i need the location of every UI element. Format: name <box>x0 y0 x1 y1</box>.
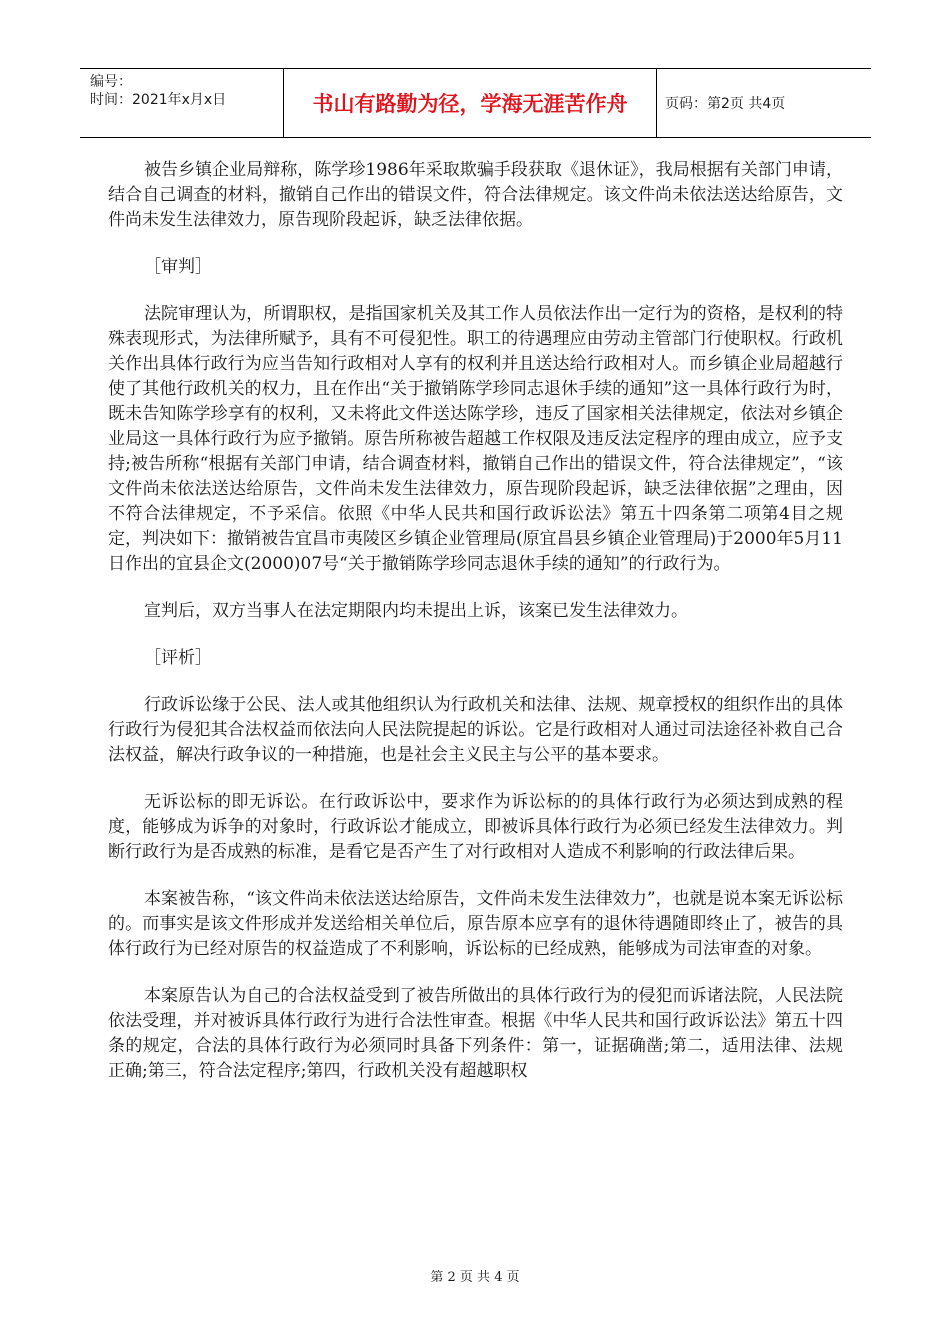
paragraph-defense: 被告乡镇企业局辩称，陈学珍1986年采取欺骗手段获取《退休证》，我局根据有关部门申请，结合自己调查的材料，撤销自己作出的错误文件，符合法律规定。该文件尚未依法送达给原告，文件尚未发生法律效力，原告现阶段起诉，缺乏法律依据。 <box>108 160 843 230</box>
header-meta <box>80 69 284 137</box>
paragraph-analysis-2: 无诉讼标的即无诉讼。在行政诉讼中，要求作为诉讼标的的具体行政行为必须达到成熟的程度，能够成为诉争的对象时，行政诉讼才能成立，即被诉具体行政行为必须已经发生法律效力。判断行政行为是否成熟的标准，是看它是否产生了对行政相对人造成不利影响的行政法律后果。 <box>108 792 843 862</box>
page-footer <box>0 1266 950 1285</box>
paragraph-verdict-effect: 宣判后，双方当事人在法定期限内均未提出上诉，该案已发生法律效力。 <box>144 601 688 621</box>
section-heading-trial: ［审判］ <box>144 257 212 277</box>
section-heading-analysis: ［评析］ <box>144 648 212 668</box>
number-label: 编号： <box>90 74 132 90</box>
paragraph-court-finding: 法院审理认为，所谓职权，是指国家机关及其工作人员依法作出一定行为的资格，是权利的特殊表现形式，为法律所赋予，具有不可侵犯性。职工的待遇理应由劳动主管部门行使职权。行政机关作出具体行政行为应当告知行政相对人享有的权利并且送达给行政相对人。而乡镇企业局超越行使了其他行政机关的权力，且在作出“关于撤销陈学珍同志退休手续的通知”这一具体行政行为时，既未告知陈学珍享有的权利，又未将此文件送达陈学珍，违反了国家相关法律规定，依法对乡镇企业局这一具体行政行为应予撤销。原告所称被告超越工作权限及违反法定程序的理由成立，应予支持;被告所称“根据有关部门申请，结合调查材料，撤销自己作出的错误文件，符合法律规定”，“该文件尚未依法送达给原告，文件尚未发生法律效力，原告现阶段起诉，缺乏法律依据”之理由，因不符合法律规定，不予采信。依照《中华人民共和国行政诉讼法》第五十四条第二项第4目之规定，判决如下：撤销被告宜昌市夷陵区乡镇企业管理局(原宜昌县乡镇企业管理局)于2000年5月11日作出的宜县企文(2000)07号“关于撤销陈学珍同志退休手续的通知”的行政行为。 <box>108 304 843 574</box>
paragraph-analysis-4: 本案原告认为自己的合法权益受到了被告所做出的具体行政行为的侵犯而诉诸法院，人民法院依法受理，并对被诉具体行政行为进行合法性审查。根据《中华人民共和国行政诉讼法》第五十四条的规定，合法的具体行政行为必须同时具备下列条件：第一，证据确凿;第二，适用法律、法规正确;第三，符合法定程序;第四，行政机关没有超越职权 <box>108 986 843 1081</box>
page-header <box>80 68 871 138</box>
page-info-text: 页码：第2页 共4页 <box>665 96 786 112</box>
header-motto-cell <box>284 69 657 137</box>
time-label: 时间：2021年x月x日 <box>90 92 227 108</box>
header-page-info <box>657 69 871 137</box>
paragraph-analysis-1: 行政诉讼缘于公民、法人或其他组织认为行政机关和法律、法规、规章授权的组织作出的具体行政行为侵犯其合法权益而依法向人民法院提起的诉讼。它是行政相对人通过司法途径补救自己合法权益，解决行政争议的一种措施，也是社会主义民主与公平的基本要求。 <box>108 695 843 765</box>
paragraph-analysis-3: 本案被告称，“该文件尚未依法送达给原告，文件尚未发生法律效力”，也就是说本案无诉讼标的。而事实是该文件形成并发送给相关单位后，原告原本应享有的退休待遇随即终止了，被告的具体行政行为已经对原告的权益造成了不利影响，诉讼标的已经成熟，能够成为司法审查的对象。 <box>108 889 843 959</box>
footer-page-number: 第 2 页 共 4 页 <box>430 1270 520 1285</box>
document-body <box>108 158 843 1106</box>
motto-text: 书山有路勤为径，学海无涯苦作舟 <box>312 92 628 116</box>
